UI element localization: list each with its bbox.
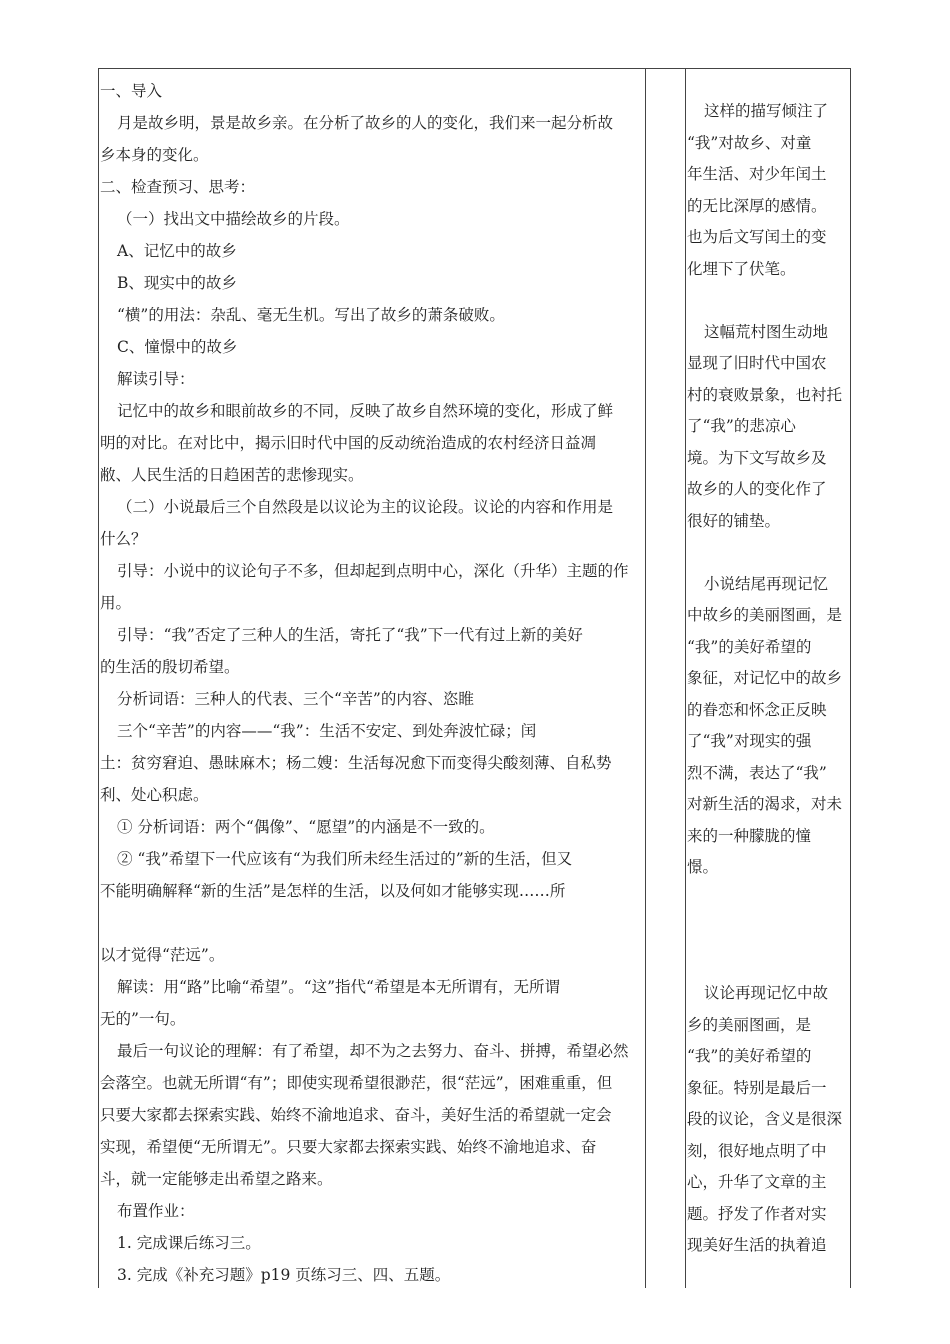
main-text-line: 敝、人民生活的日趋困苦的悲惨现实。: [100, 466, 364, 484]
main-text-line: 布置作业：: [117, 1202, 195, 1220]
main-text-line: 明的对比。在对比中，揭示旧时代中国的反动统治造成的农村经济日益凋: [100, 434, 597, 452]
main-text-line: 3. 完成《补充习题》p19 页练习三、四、五题。: [117, 1266, 451, 1284]
side-text-line: 了“我”对现实的强: [687, 732, 812, 750]
main-text-line: 会落空。也就无所谓“有”；即使实现希望很渺茫，很“茫远”，困难重重，但: [100, 1074, 613, 1092]
side-text-line: [687, 537, 849, 569]
lesson-content-column: [100, 75, 644, 1291]
main-text-line: 什么？: [100, 530, 147, 548]
main-text-line: 利、处心积虑。: [100, 786, 209, 804]
side-text-line: 的无比深厚的感情。: [687, 196, 827, 215]
main-text-line: 实现，希望便“无所谓无”。只要大家都去探索实践、始终不渝地追求、奋: [100, 1138, 597, 1156]
side-text-line: 象征。特别是最后一: [687, 1078, 827, 1097]
main-text-line: 的生活的殷切希望。: [100, 658, 240, 676]
main-text-line: （一）找出文中描绘故乡的片段。: [117, 210, 350, 228]
main-text-line: 用。: [100, 594, 132, 612]
side-text-line: 村的衰败景象，也衬托: [687, 385, 843, 404]
side-text-line: 刻，很好地点明了中: [687, 1141, 827, 1160]
main-text-line: 分析词语：三种人的代表、三个“辛苦”的内容、恣睢: [117, 690, 474, 708]
side-text-line: “我”对故乡、对童: [687, 133, 812, 152]
side-text-line: 现美好生活的执着追: [687, 1236, 827, 1254]
side-text-line: 题。抒发了作者对实: [687, 1204, 827, 1223]
main-text-line: 一、导入: [100, 82, 163, 100]
side-text-line: 来的一种朦胧的憧: [687, 826, 812, 845]
side-text-line: 也为后文写闰土的变: [687, 228, 827, 246]
side-text-line: 乡的美丽图画，是: [687, 1015, 812, 1034]
side-text-line: [687, 915, 849, 947]
main-text-line: ① 分析词语：两个“偶像”、“愿望”的内涵是不一致的。: [117, 818, 495, 836]
main-text-line: （二）小说最后三个自然段是以议论为主的议论段。议论的内容和作用是: [117, 498, 614, 516]
side-text-line: 很好的铺垫。: [687, 511, 781, 530]
main-text-line: 只要大家都去探索实践、始终不渝地追求、奋斗，美好生活的希望就一定会: [100, 1106, 612, 1124]
main-text-line: 解读引导：: [117, 370, 195, 388]
main-text-line: “横”的用法：杂乱、毫无生机。写出了故乡的萧条破败。: [117, 306, 505, 324]
main-text-line: 解读：用“路”比喻“希望”。“这”指代“希望是本无所谓有，无所谓: [117, 978, 560, 996]
main-text-line: 月是故乡明，景是故乡亲。在分析了故乡的人的变化，我们来一起分析故: [117, 114, 614, 132]
side-text-line: 象征，对记忆中的故乡: [687, 669, 843, 687]
main-text-line: 土：贫穷窘迫、愚昧麻木；杨二嫂：生活每况愈下而变得尖酸刻薄、自私势: [100, 754, 612, 772]
main-text-line: 二、检查预习、思考：: [100, 178, 256, 196]
side-text-line: 中故乡的美丽图画，是: [687, 606, 843, 624]
side-text-line: 化埋下了伏笔。: [687, 259, 796, 278]
side-text-line: [687, 285, 849, 317]
main-text-line: C、憧憬中的故乡: [117, 338, 238, 356]
main-text-line: 最后一句议论的理解：有了希望，却不为之去努力、奋斗、拼搏，希望必然: [117, 1042, 629, 1060]
side-text-line: 故乡的人的变化作了: [687, 480, 827, 498]
side-text-line: 了“我”的悲凉心: [687, 417, 796, 435]
main-text-line: 记忆中的故乡和眼前故乡的不同，反映了故乡自然环境的变化，形成了鲜: [117, 402, 614, 420]
side-text-line: 段的议论，含义是很深: [687, 1110, 843, 1128]
main-text-line: 无的”一句。: [100, 1010, 186, 1028]
side-text-line: “我”的美好希望的: [687, 1047, 812, 1065]
side-text-line: 年生活、对少年闰土: [687, 165, 827, 183]
side-text-line: 这幅荒村图生动地: [704, 322, 829, 341]
column-divider-right: [685, 68, 686, 1288]
main-text-line: 引导：小说中的议论句子不多，但却起到点明中心，深化（升华）主题的作: [117, 562, 629, 580]
side-text-line: 心，升华了文章的主: [687, 1173, 827, 1191]
side-text-line: 境。为下文写故乡及: [687, 448, 827, 467]
side-text-line: 的眷恋和怀念正反映: [687, 700, 827, 719]
main-text-line: [100, 907, 644, 939]
main-text-line: 以才觉得“茫远”。: [100, 946, 225, 964]
side-text-line: [687, 947, 849, 979]
side-text-line: 显现了旧时代中国农: [687, 354, 827, 372]
side-text-line: [687, 884, 849, 916]
side-text-line: 憬。: [687, 858, 719, 876]
main-text-line: 1. 完成课后练习三。: [117, 1234, 261, 1252]
side-text-line: 议论再现记忆中故: [704, 984, 829, 1002]
column-divider-left: [645, 68, 646, 1288]
main-text-line: 三个“辛苦”的内容——“我”：生活不安定、到处奔波忙碌；闰: [117, 722, 537, 740]
side-text-line: 对新生活的渴求，对未: [687, 795, 843, 813]
main-text-line: 乡本身的变化。: [100, 146, 209, 164]
side-text-line: 这样的描写倾注了: [704, 102, 829, 120]
side-text-line: “我”的美好希望的: [687, 637, 812, 656]
side-text-line: 烈不满，表达了“我”: [687, 763, 827, 782]
main-text-line: A、记忆中的故乡: [117, 242, 237, 260]
main-text-line: ② “我”希望下一代应该有“为我们所未经生活过的”新的生活，但又: [117, 850, 573, 868]
main-text-line: 斗，就一定能够走出希望之路来。: [100, 1170, 333, 1188]
main-text-line: B、现实中的故乡: [117, 274, 237, 292]
main-text-line: 不能明确解释“新的生活”是怎样的生活，以及何如才能够实现……所: [100, 882, 566, 900]
side-text-line: 小说结尾再现记忆: [704, 574, 829, 593]
main-text-line: 引导：“我”否定了三种人的生活，寄托了“我”下一代有过上新的美好: [117, 626, 583, 644]
commentary-column: [687, 96, 849, 1262]
